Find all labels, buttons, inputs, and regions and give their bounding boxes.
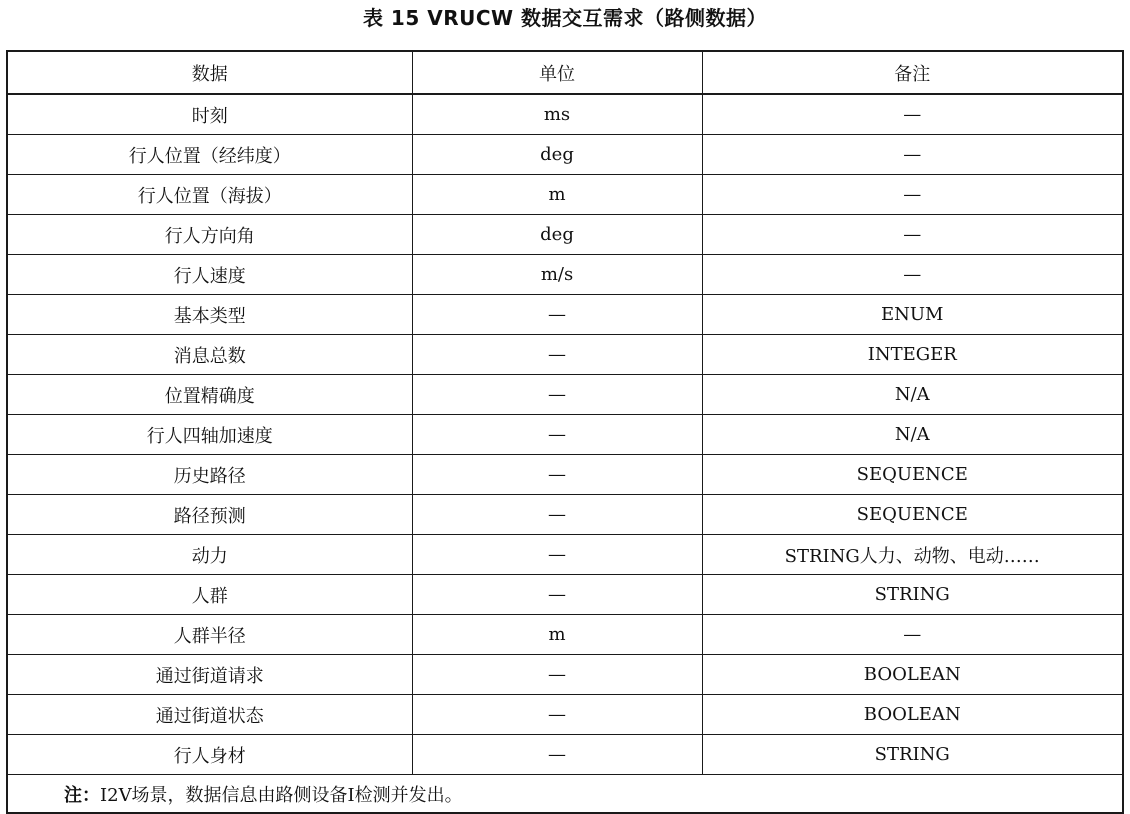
remark-cell: BOOLEAN bbox=[702, 655, 1123, 695]
unit-cell: — bbox=[412, 495, 702, 535]
header-row bbox=[7, 51, 1123, 94]
table-body bbox=[7, 94, 1123, 813]
unit-cell: — bbox=[412, 375, 702, 415]
data-cell: 行人位置（海拔） bbox=[7, 175, 412, 215]
unit-cell: — bbox=[412, 295, 702, 335]
table-row bbox=[7, 94, 1123, 135]
table-row bbox=[7, 455, 1123, 495]
unit-cell: — bbox=[412, 335, 702, 375]
remark-cell: STRING人力、动物、电动…… bbox=[702, 535, 1123, 575]
data-cell: 基本类型 bbox=[7, 295, 412, 335]
table-row bbox=[7, 735, 1123, 775]
unit-cell: — bbox=[412, 695, 702, 735]
remark-cell: N/A bbox=[702, 375, 1123, 415]
unit-cell: deg bbox=[412, 215, 702, 255]
data-cell: 人群半径 bbox=[7, 615, 412, 655]
data-cell: 行人身材 bbox=[7, 735, 412, 775]
data-cell: 行人方向角 bbox=[7, 215, 412, 255]
unit-cell: m bbox=[412, 175, 702, 215]
data-cell: 历史路径 bbox=[7, 455, 412, 495]
unit-cell: — bbox=[412, 455, 702, 495]
remark-cell: N/A bbox=[702, 415, 1123, 455]
data-interaction-table bbox=[6, 50, 1124, 814]
table-caption: 表 15 VRUCW 数据交互需求（路侧数据） bbox=[362, 6, 768, 30]
table-row bbox=[7, 535, 1123, 575]
remark-cell: SEQUENCE bbox=[702, 455, 1123, 495]
data-cell: 时刻 bbox=[7, 94, 412, 135]
data-cell: 行人位置（经纬度） bbox=[7, 135, 412, 175]
data-cell: 通过街道状态 bbox=[7, 695, 412, 735]
table-row bbox=[7, 575, 1123, 615]
remark-cell: — bbox=[702, 94, 1123, 135]
table-row bbox=[7, 215, 1123, 255]
table-row bbox=[7, 175, 1123, 215]
note-label: 注： bbox=[64, 784, 100, 806]
table-header bbox=[7, 51, 1123, 94]
table-row bbox=[7, 655, 1123, 695]
data-cell: 位置精确度 bbox=[7, 375, 412, 415]
table-row bbox=[7, 295, 1123, 335]
unit-cell: — bbox=[412, 535, 702, 575]
remark-cell: — bbox=[702, 135, 1123, 175]
table-row bbox=[7, 335, 1123, 375]
column-header-remark: 备注 bbox=[702, 51, 1123, 94]
column-header-unit: 单位 bbox=[412, 51, 702, 94]
table-row bbox=[7, 255, 1123, 295]
note-text: I2V场景，数据信息由路侧设备I检测并发出。 bbox=[100, 784, 463, 806]
table-note bbox=[7, 775, 1123, 814]
remark-cell: — bbox=[702, 615, 1123, 655]
table-row bbox=[7, 415, 1123, 455]
remark-cell: INTEGER bbox=[702, 335, 1123, 375]
remark-cell: BOOLEAN bbox=[702, 695, 1123, 735]
data-cell: 消息总数 bbox=[7, 335, 412, 375]
unit-cell: m/s bbox=[412, 255, 702, 295]
unit-cell: deg bbox=[412, 135, 702, 175]
remark-cell: SEQUENCE bbox=[702, 495, 1123, 535]
remark-cell: — bbox=[702, 255, 1123, 295]
data-cell: 行人速度 bbox=[7, 255, 412, 295]
data-cell: 人群 bbox=[7, 575, 412, 615]
unit-cell: m bbox=[412, 615, 702, 655]
table-row bbox=[7, 695, 1123, 735]
unit-cell: ms bbox=[412, 94, 702, 135]
note-row bbox=[7, 775, 1123, 814]
data-cell: 动力 bbox=[7, 535, 412, 575]
data-cell: 路径预测 bbox=[7, 495, 412, 535]
remark-cell: ENUM bbox=[702, 295, 1123, 335]
remark-cell: — bbox=[702, 175, 1123, 215]
table-row bbox=[7, 135, 1123, 175]
data-cell: 通过街道请求 bbox=[7, 655, 412, 695]
unit-cell: — bbox=[412, 655, 702, 695]
remark-cell: — bbox=[702, 215, 1123, 255]
table-row bbox=[7, 495, 1123, 535]
data-cell: 行人四轴加速度 bbox=[7, 415, 412, 455]
unit-cell: — bbox=[412, 575, 702, 615]
column-header-data: 数据 bbox=[7, 51, 412, 94]
remark-cell: STRING bbox=[702, 575, 1123, 615]
unit-cell: — bbox=[412, 735, 702, 775]
unit-cell: — bbox=[412, 415, 702, 455]
table-row bbox=[7, 615, 1123, 655]
remark-cell: STRING bbox=[702, 735, 1123, 775]
table-row bbox=[7, 375, 1123, 415]
